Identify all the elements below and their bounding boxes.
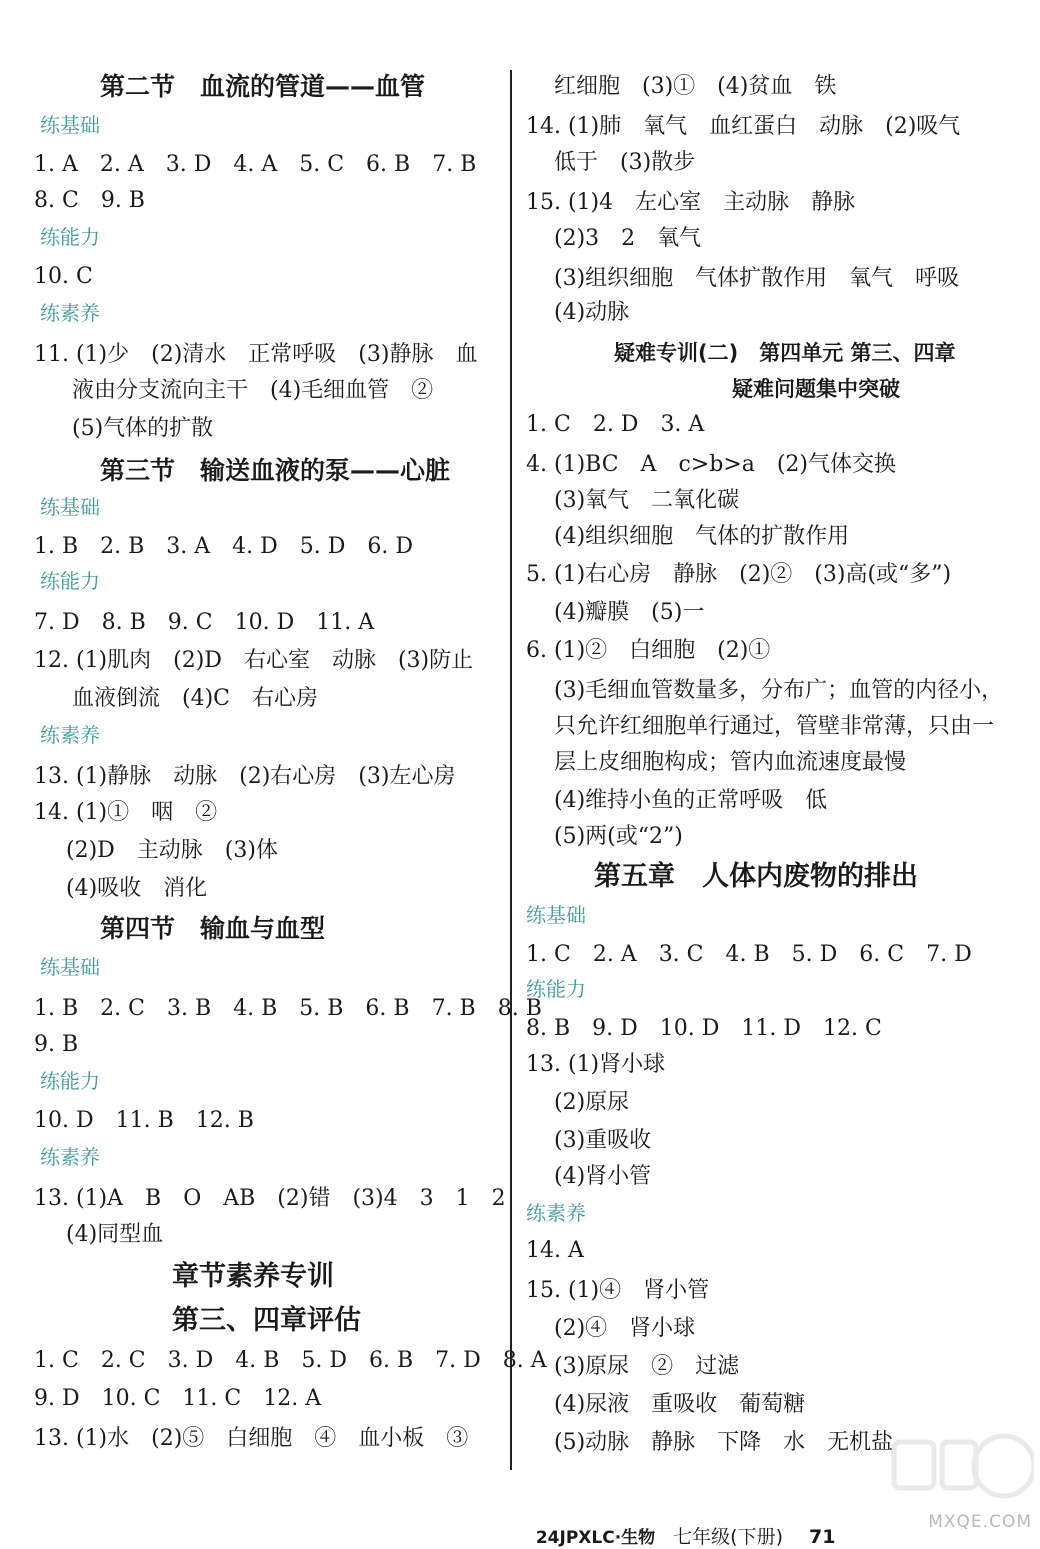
section-heading: 第三节 输送血液的泵——心脏	[100, 456, 451, 485]
grade-label: 七年级(下册)	[673, 1526, 783, 1548]
answer-line: 11. (1)少 (2)清水 正常呼吸 (3)静脉 血	[34, 342, 478, 367]
exercise-label: 练素养	[526, 1201, 586, 1225]
answer-line: 10. D 11. B 12. B	[34, 1108, 254, 1133]
exercise-label: 练能力	[40, 1069, 100, 1093]
answer-line: (5)气体的扩散	[72, 416, 214, 441]
answer-line: (3)组织细胞 气体扩散作用 氧气 呼吸	[554, 266, 960, 291]
answer-line: 13. (1)肾小球	[526, 1052, 666, 1077]
section-heading: 第二节 血流的管道——血管	[100, 72, 426, 101]
answer-line: 15. (1)④ 肾小管	[526, 1278, 710, 1303]
answer-line: 8. B 9. D 10. D 11. D 12. C	[526, 1016, 882, 1041]
page-footer	[524, 1502, 835, 1549]
answer-line: (2)D 主动脉 (3)体	[66, 838, 278, 863]
answer-line: 13. (1)静脉 动脉 (2)右心房 (3)左心房	[34, 764, 456, 789]
answer-line: 14. (1)① 咽 ②	[34, 800, 218, 825]
answer-line: 红细胞 (3)① (4)贫血 铁	[554, 74, 837, 99]
answer-line: (4)肾小管	[554, 1164, 652, 1189]
answer-line: 13. (1)A B O AB (2)错 (3)4 3 1 2	[34, 1186, 506, 1211]
answer-line: 液由分支流向主干 (4)毛细血管 ②	[72, 378, 434, 403]
exercise-label: 练基础	[40, 495, 100, 519]
answer-line: (4)吸收 消化	[66, 876, 208, 901]
answer-line: 12. (1)肌肉 (2)D 右心室 动脉 (3)防止	[34, 648, 474, 673]
answer-line: 10. C	[34, 264, 93, 289]
answer-line: 13. (1)水 (2)⑤ 白细胞 ④ 血小板 ③	[34, 1426, 469, 1451]
answer-line: 15. (1)4 左心室 主动脉 静脉	[526, 190, 856, 215]
answer-line: 4. (1)BC A c>b>a (2)气体交换	[526, 452, 896, 477]
answer-line: (4)尿液 重吸收 葡萄糖	[554, 1392, 806, 1417]
answer-line: 层上皮细胞构成；管内血流速度最慢	[554, 750, 907, 775]
exercise-label: 练能力	[40, 225, 100, 249]
column-divider	[510, 70, 512, 1470]
answer-line: 血液倒流 (4)C 右心房	[72, 686, 318, 711]
book-code: 24JPXLC·生物	[535, 1528, 656, 1548]
answer-line: 1. C 2. A 3. C 4. B 5. D 6. C 7. D	[526, 942, 972, 967]
section-heading: 疑难专训(二) 第四单元 第三、四章	[614, 341, 956, 365]
page-number: 71	[809, 1526, 836, 1548]
exercise-label: 练能力	[526, 977, 586, 1001]
answer-line: 1. B 2. B 3. A 4. D 5. D 6. D	[34, 534, 414, 559]
exercise-label: 练素养	[40, 1145, 100, 1169]
answer-line: 5. (1)右心房 静脉 (2)② (3)高(或“多”)	[526, 562, 952, 587]
watermark-text: MXQE.COM	[928, 1512, 1032, 1532]
answer-line: 只允许红细胞单行通过，管壁非常薄，只由一	[554, 714, 995, 739]
answer-line: (4)组织细胞 气体的扩散作用	[554, 524, 850, 549]
answer-line: (4)同型血	[66, 1222, 164, 1247]
answer-line: 1. A 2. A 3. D 4. A 5. C 6. B 7. B	[34, 152, 477, 177]
answer-line: (4)维持小鱼的正常呼吸 低	[554, 788, 828, 813]
answer-line: (4)瓣膜 (5)一	[554, 600, 705, 625]
section-heading: 疑难问题集中突破	[732, 377, 900, 401]
answer-line: (4)动脉	[554, 300, 630, 325]
answer-line: 1. B 2. C 3. B 4. B 5. B 6. B 7. B 8. B	[34, 996, 542, 1021]
section-heading: 第五章 人体内废物的排出	[594, 861, 918, 892]
answer-line: (5)动脉 静脉 下降 水 无机盐	[554, 1430, 894, 1455]
answer-line: 8. C 9. B	[34, 188, 145, 213]
answer-line: 1. C 2. D 3. A	[526, 412, 705, 437]
answer-line: 14. (1)肺 氧气 血红蛋白 动脉 (2)吸气	[526, 114, 961, 139]
answer-line: (3)氧气 二氧化碳	[554, 488, 740, 513]
watermark-icon	[884, 1428, 1034, 1508]
exercise-label: 练素养	[40, 301, 100, 325]
exercise-label: 练素养	[40, 723, 100, 747]
answer-line: 7. D 8. B 9. C 10. D 11. A	[34, 610, 375, 635]
section-heading: 第三、四章评估	[172, 1305, 361, 1336]
exercise-label: 练基础	[40, 113, 100, 137]
answer-line: (2)原尿	[554, 1090, 630, 1115]
answer-line: 1. C 2. C 3. D 4. B 5. D 6. B 7. D 8. A	[34, 1348, 547, 1373]
answer-line: 14. A	[526, 1238, 584, 1263]
answer-line: (3)原尿 ② 过滤	[554, 1354, 740, 1379]
answer-line: 6. (1)② 白细胞 (2)①	[526, 638, 771, 663]
answer-line: (2)3 2 氧气	[554, 226, 702, 251]
section-heading: 第四节 输血与血型	[100, 914, 326, 943]
exercise-label: 练基础	[40, 955, 100, 979]
answer-line: (5)两(或“2”)	[554, 824, 683, 849]
answer-line: 9. B	[34, 1032, 79, 1057]
exercise-label: 练能力	[40, 569, 100, 593]
answer-line: 低于 (3)散步	[554, 150, 696, 175]
answer-line: (3)重吸收	[554, 1128, 652, 1153]
answer-line: 9. D 10. C 11. C 12. A	[34, 1386, 322, 1411]
answer-line: (2)④ 肾小球	[554, 1316, 696, 1341]
answer-line: (3)毛细血管数量多，分布广；血管的内径小，	[554, 678, 1004, 703]
section-heading: 章节素养专训	[172, 1261, 334, 1292]
exercise-label: 练基础	[526, 903, 586, 927]
